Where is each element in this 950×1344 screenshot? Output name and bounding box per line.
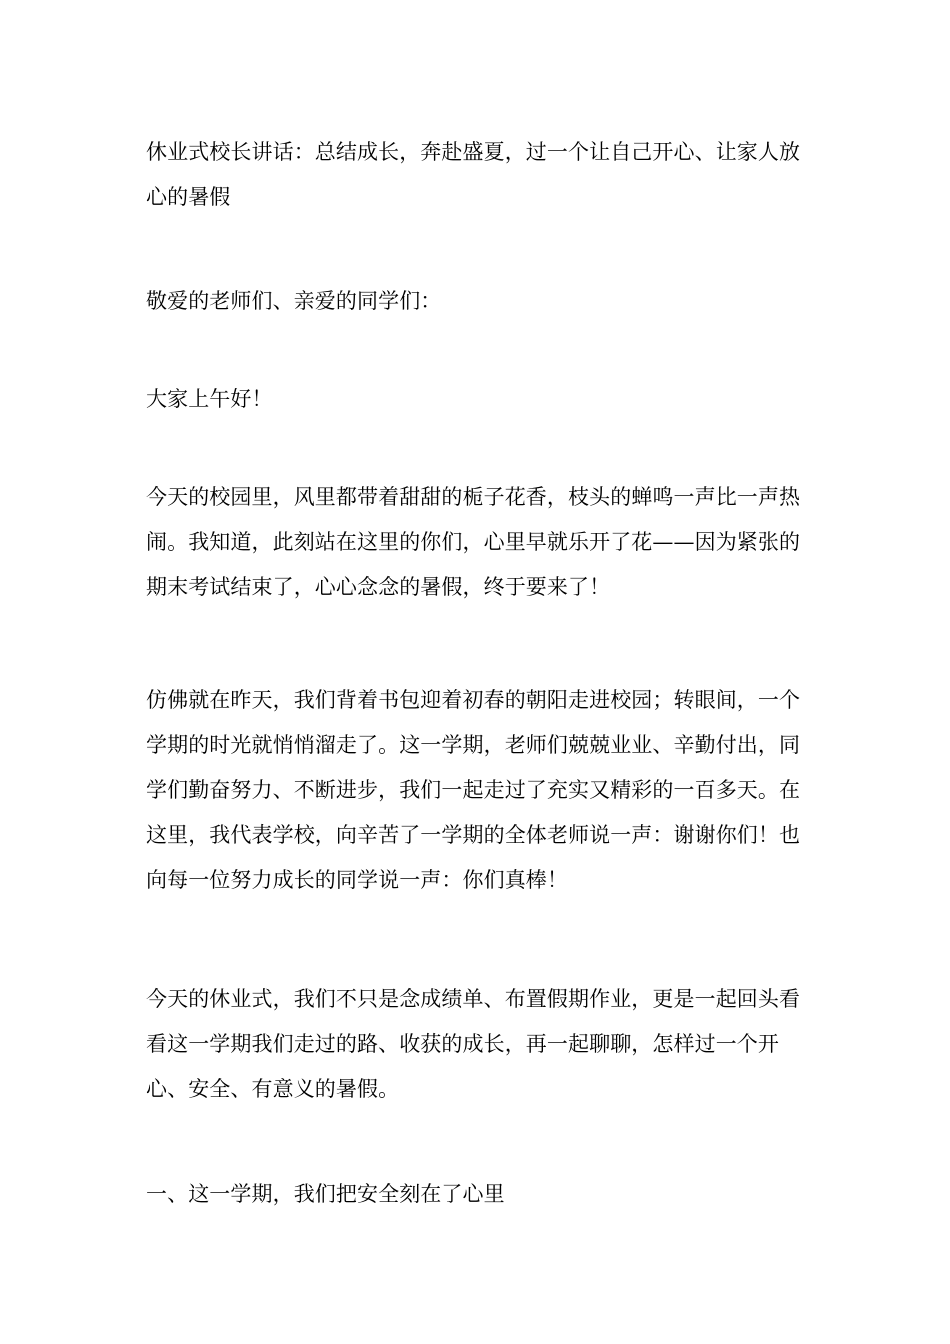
document-title: 休业式校长讲话：总结成长，奔赴盛夏，过一个让自己开心、让家人放心的暑假 xyxy=(146,140,801,209)
paragraph-2: 仿佛就在昨天，我们背着书包迎着初春的朝阳走进校园；转眼间，一个学期的时光就悄悄溜走了。这一学期，老师们兢兢业业、辛勤付出，同学们勤奋努力、不断进步，我们一起走过了充实又精彩的一百多天。在这里，我代表学校，向辛苦了一学期的全体老师说一声：谢谢你们！也向每一位努力成长的同学说一声：你们真棒！ xyxy=(146,688,801,892)
paragraph-3: 今天的休业式，我们不只是念成绩单、布置假期作业，更是一起回头看看这一学期我们走过的路、收获的成长，再一起聊聊，怎样过一个开心、安全、有意义的暑假。 xyxy=(146,987,801,1101)
paragraph-1: 今天的校园里，风里都带着甜甜的栀子花香，枝头的蝉鸣一声比一声热闹。我知道，此刻站在这里的你们，心里早就乐开了花——因为紧张的期末考试结束了，心心念念的暑假，终于要来了！ xyxy=(146,485,801,599)
section-heading: 一、这一学期，我们把安全刻在了心里 xyxy=(146,1182,505,1206)
salutation: 敬爱的老师们、亲爱的同学们： xyxy=(146,289,442,313)
greeting: 大家上午好！ xyxy=(146,387,273,411)
